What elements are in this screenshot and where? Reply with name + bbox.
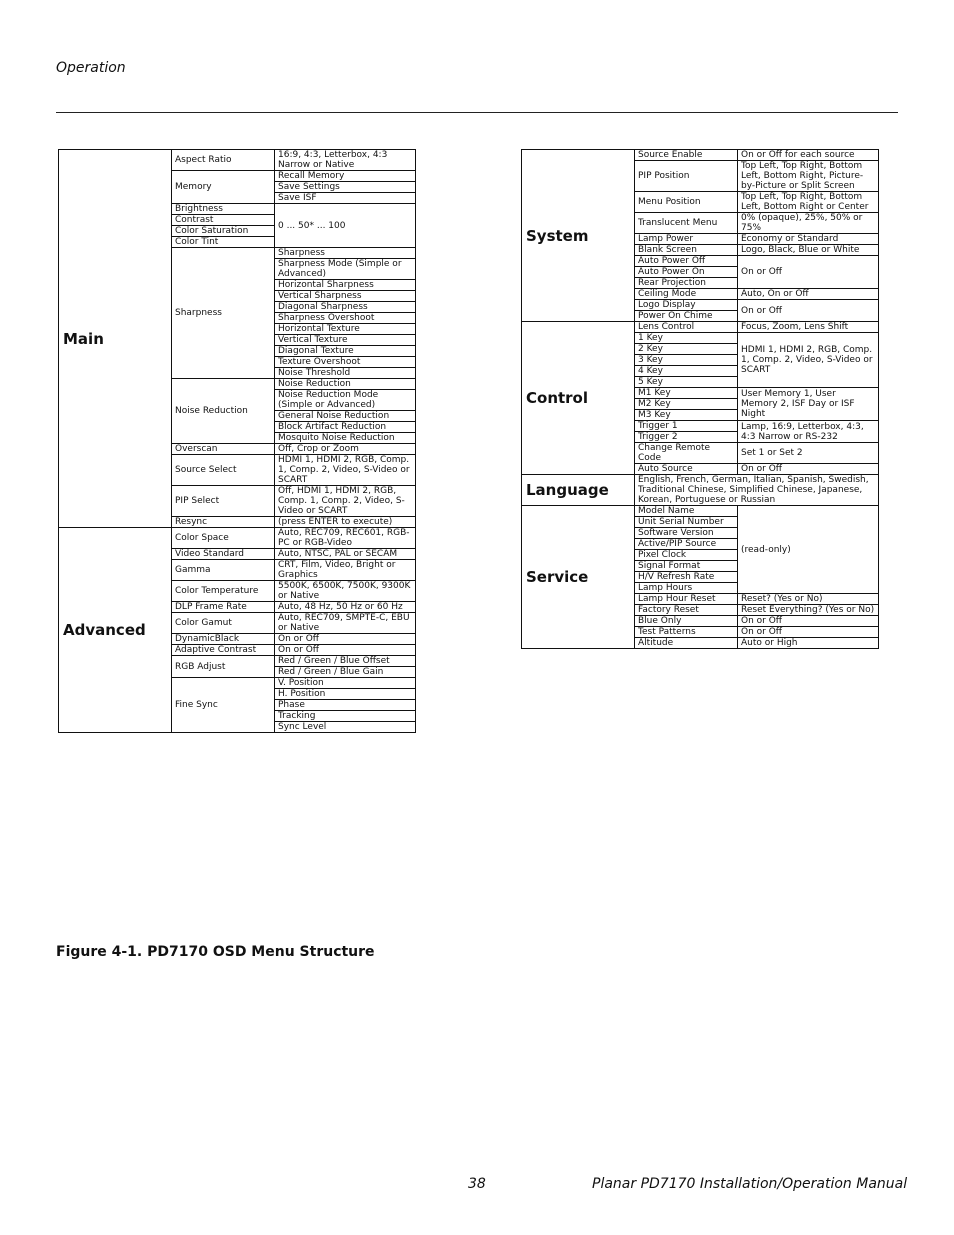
menu-item: Logo Display	[635, 300, 738, 311]
option-value: On or Off	[738, 300, 879, 322]
menu-item: M1 Key	[635, 388, 738, 399]
menu-row	[522, 475, 879, 506]
menu-row	[59, 150, 416, 171]
option-value: Off, Crop or Zoom	[275, 444, 416, 455]
menu-item: Aspect Ratio	[172, 150, 275, 171]
category-label: Service	[522, 506, 635, 649]
menu-item: 4 Key	[635, 366, 738, 377]
menu-item: Test Patterns	[635, 627, 738, 638]
option-value: Auto, NTSC, PAL or SECAM	[275, 549, 416, 560]
category-label: System	[522, 150, 635, 322]
menu-item: Color Space	[172, 528, 275, 549]
option-value: Reset Everything? (Yes or No)	[738, 605, 879, 616]
option-value: Top Left, Top Right, Bottom Left, Bottom Right, Picture-by-Picture or Split Screen	[738, 161, 879, 192]
option-value: H. Position	[275, 689, 416, 700]
menu-item: Ceiling Mode	[635, 289, 738, 300]
option-value: Set 1 or Set 2	[738, 443, 879, 464]
option-value: Horizontal Sharpness	[275, 280, 416, 291]
option-value: Sharpness	[275, 248, 416, 259]
option-value: Auto, REC709, SMPTE-C, EBU or Native	[275, 613, 416, 634]
menu-item: Source Select	[172, 455, 275, 486]
option-value: Sync Level	[275, 722, 416, 733]
menu-item: Color Gamut	[172, 613, 275, 634]
option-value: (press ENTER to execute)	[275, 517, 416, 528]
menu-row	[522, 150, 879, 161]
option-value: User Memory 1, User Memory 2, ISF Day or ISF Night	[738, 388, 879, 421]
menu-item: Signal Format	[635, 561, 738, 572]
menu-item: Factory Reset	[635, 605, 738, 616]
option-value: Mosquito Noise Reduction	[275, 433, 416, 444]
menu-item: Brightness	[172, 204, 275, 215]
menu-item: 3 Key	[635, 355, 738, 366]
menu-item: Software Version	[635, 528, 738, 539]
category-label: Language	[522, 475, 635, 506]
menu-row	[522, 322, 879, 333]
menu-item: M2 Key	[635, 399, 738, 410]
menu-item: Lamp Hours	[635, 583, 738, 594]
menu-item: Altitude	[635, 638, 738, 649]
option-value: Sharpness Overshoot	[275, 313, 416, 324]
option-value: Tracking	[275, 711, 416, 722]
menu-item: Trigger 1	[635, 421, 738, 432]
option-value: Vertical Sharpness	[275, 291, 416, 302]
menu-item: Overscan	[172, 444, 275, 455]
menu-item: Auto Source	[635, 464, 738, 475]
menu-item: Adaptive Contrast	[172, 645, 275, 656]
option-value: HDMI 1, HDMI 2, RGB, Comp. 1, Comp. 2, Video, S-Video or SCART	[738, 333, 879, 388]
menu-item: Translucent Menu	[635, 213, 738, 234]
option-value: On or Off	[738, 464, 879, 475]
option-value: Noise Reduction	[275, 379, 416, 390]
menu-item: Lamp Power	[635, 234, 738, 245]
menu-item: 5 Key	[635, 377, 738, 388]
option-value: Top Left, Top Right, Bottom Left, Bottom Right or Center	[738, 192, 879, 213]
menu-row	[522, 506, 879, 517]
menu-item: Resync	[172, 517, 275, 528]
option-value: 0 ... 50* ... 100	[275, 204, 416, 248]
menu-item: 2 Key	[635, 344, 738, 355]
menu-item: 1 Key	[635, 333, 738, 344]
menu-item: Unit Serial Number	[635, 517, 738, 528]
option-value: Reset? (Yes or No)	[738, 594, 879, 605]
option-value: On or Off	[275, 645, 416, 656]
page-number: 38	[468, 1176, 486, 1192]
menu-item: Blank Screen	[635, 245, 738, 256]
option-value: On or Off	[738, 256, 879, 289]
osd-menu-table-left	[58, 149, 416, 733]
menu-item: Lens Control	[635, 322, 738, 333]
option-value: English, French, German, Italian, Spanish, Swedish, Traditional Chinese, Simplified Chinese, Japanese, Korean, Portuguese or Russian	[635, 475, 879, 506]
manual-title: Planar PD7170 Installation/Operation Manual	[592, 1176, 908, 1192]
option-value: 16:9, 4:3, Letterbox, 4:3 Narrow or Native	[275, 150, 416, 171]
option-value: Phase	[275, 700, 416, 711]
option-value: On or Off	[275, 634, 416, 645]
option-value: HDMI 1, HDMI 2, RGB, Comp. 1, Comp. 2, Video, S-Video or SCART	[275, 455, 416, 486]
option-value: Noise Threshold	[275, 368, 416, 379]
menu-item: Color Saturation	[172, 226, 275, 237]
menu-item: Color Temperature	[172, 581, 275, 602]
option-value: Block Artifact Reduction	[275, 422, 416, 433]
option-value: Horizontal Texture	[275, 324, 416, 335]
menu-item: PIP Position	[635, 161, 738, 192]
menu-item: Sharpness	[172, 248, 275, 379]
menu-item: Blue Only	[635, 616, 738, 627]
menu-item: Change Remote Code	[635, 443, 738, 464]
option-value: Diagonal Sharpness	[275, 302, 416, 313]
menu-item: DLP Frame Rate	[172, 602, 275, 613]
menu-item: Trigger 2	[635, 432, 738, 443]
option-value: Auto or High	[738, 638, 879, 649]
option-value: 5500K, 6500K, 7500K, 9300K or Native	[275, 581, 416, 602]
option-value: Focus, Zoom, Lens Shift	[738, 322, 879, 333]
menu-item: H/V Refresh Rate	[635, 572, 738, 583]
option-value: Auto, 48 Hz, 50 Hz or 60 Hz	[275, 602, 416, 613]
menu-item: Contrast	[172, 215, 275, 226]
category-label: Control	[522, 322, 635, 475]
menu-item: Auto Power On	[635, 267, 738, 278]
category-label: Advanced	[59, 528, 172, 733]
option-value: Save ISF	[275, 193, 416, 204]
option-value: On or Off	[738, 616, 879, 627]
header-rule	[56, 112, 898, 113]
option-value: Vertical Texture	[275, 335, 416, 346]
category-label: Main	[59, 150, 172, 528]
menu-row	[59, 528, 416, 549]
option-value: Sharpness Mode (Simple or Advanced)	[275, 259, 416, 280]
figure-caption: Figure 4-1. PD7170 OSD Menu Structure	[56, 944, 375, 960]
osd-menu-table-right	[521, 149, 879, 649]
menu-item: Video Standard	[172, 549, 275, 560]
option-value: Save Settings	[275, 182, 416, 193]
menu-item: Gamma	[172, 560, 275, 581]
menu-item: DynamicBlack	[172, 634, 275, 645]
menu-item: Noise Reduction	[172, 379, 275, 444]
menu-item: Lamp Hour Reset	[635, 594, 738, 605]
option-value: Auto, REC709, REC601, RGB-PC or RGB-Video	[275, 528, 416, 549]
option-value: CRT, Film, Video, Bright or Graphics	[275, 560, 416, 581]
option-value: Lamp, 16:9, Letterbox, 4:3, 4:3 Narrow or RS-232	[738, 421, 879, 443]
option-value: Auto, On or Off	[738, 289, 879, 300]
option-value: Logo, Black, Blue or White	[738, 245, 879, 256]
option-value: On or Off	[738, 627, 879, 638]
option-value: General Noise Reduction	[275, 411, 416, 422]
menu-item: Model Name	[635, 506, 738, 517]
menu-item: Fine Sync	[172, 678, 275, 733]
option-value: Noise Reduction Mode (Simple or Advanced)	[275, 390, 416, 411]
menu-item: Rear Projection	[635, 278, 738, 289]
menu-item: M3 Key	[635, 410, 738, 421]
option-value: V. Position	[275, 678, 416, 689]
menu-item: Color Tint	[172, 237, 275, 248]
option-value: Red / Green / Blue Offset	[275, 656, 416, 667]
option-value: (read-only)	[738, 506, 879, 594]
menu-item: Power On Chime	[635, 311, 738, 322]
option-value: Economy or Standard	[738, 234, 879, 245]
option-value: Diagonal Texture	[275, 346, 416, 357]
menu-item: RGB Adjust	[172, 656, 275, 678]
menu-item: Auto Power Off	[635, 256, 738, 267]
menu-item: Source Enable	[635, 150, 738, 161]
menu-item: Memory	[172, 171, 275, 204]
menu-item: Menu Position	[635, 192, 738, 213]
option-value: Red / Green / Blue Gain	[275, 667, 416, 678]
menu-item: Active/PIP Source	[635, 539, 738, 550]
option-value: Recall Memory	[275, 171, 416, 182]
option-value: Texture Overshoot	[275, 357, 416, 368]
menu-item: PIP Select	[172, 486, 275, 517]
option-value: On or Off for each source	[738, 150, 879, 161]
option-value: Off, HDMI 1, HDMI 2, RGB, Comp. 1, Comp. 2, Video, S-Video or SCART	[275, 486, 416, 517]
section-header: Operation	[56, 60, 126, 76]
option-value: 0% (opaque), 25%, 50% or 75%	[738, 213, 879, 234]
menu-item: Pixel Clock	[635, 550, 738, 561]
